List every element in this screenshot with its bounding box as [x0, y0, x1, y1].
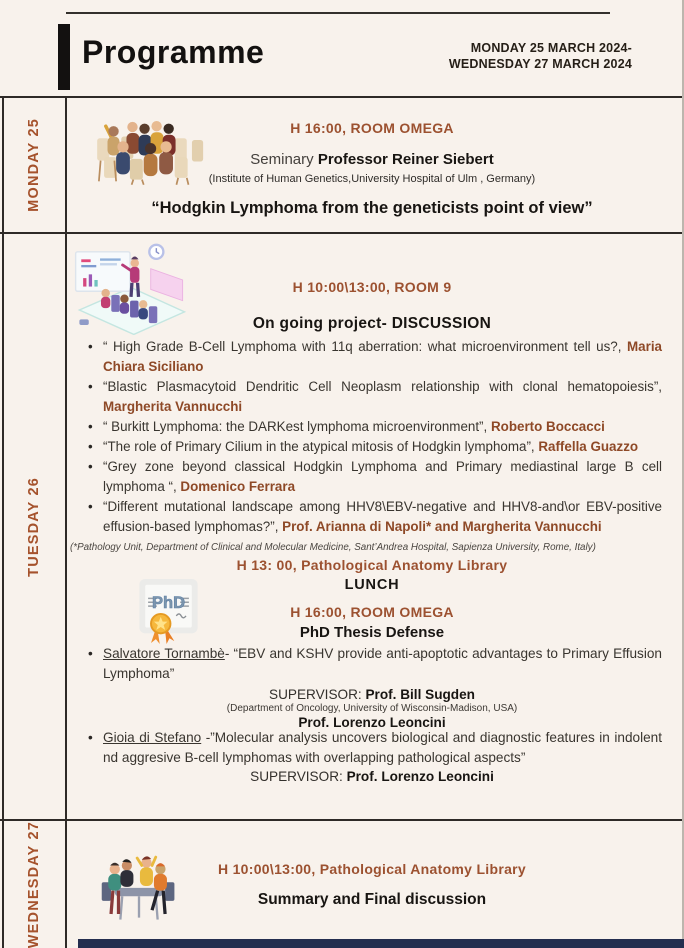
seminary-label: Seminary [250, 151, 318, 168]
lunch-time: H 13: 00, Pathological Anatomy Library [236, 557, 508, 573]
monday-tuesday-divider [0, 232, 684, 234]
presenter-name: Domenico Ferrara [180, 479, 296, 494]
supervisor-line-2: SUPERVISOR: Prof. Lorenzo Leoncini [250, 769, 494, 784]
monday-speaker: Professor Reiner Siebert [317, 151, 494, 168]
presenter-name: Prof. Arianna di Napoli* and Margherita Vannucchi [282, 519, 602, 534]
presenter-name: Raffella Guazzo [538, 439, 639, 454]
group-discussion-illustration [98, 842, 180, 930]
defense-list-2 [86, 728, 662, 768]
co-supervisor-name: Prof. Lorenzo Leoncini [298, 715, 446, 730]
tuesday-session-title: On going project- DISCUSSION [252, 315, 492, 332]
list-item: • Salvatore Tornambè- “EBV and KSHV provide anti-apoptotic advantages to Primary Effusion Lymphoma” [86, 644, 662, 684]
top-rule [66, 12, 610, 14]
day-label-wednesday: WEDNESDAY 27 [25, 820, 42, 948]
monday-talk-title: “Hodgkin Lymphoma from the geneticists point of view” [151, 199, 593, 217]
title-accent-bar [58, 24, 70, 90]
supervisor-name: Prof. Bill Sugden [365, 687, 475, 702]
bottom-navy-bar [78, 939, 684, 948]
list-item: • “Grey zone beyond classical Hodgkin Lymphoma and Primary mediastinal large B cell lymphoma “, Domenico Ferrara [86, 457, 662, 497]
presenter-name: Margherita Vannucchi [103, 399, 243, 414]
defense-time: H 16:00, ROOM OMEGA [290, 604, 454, 620]
discussion-topic-list [86, 337, 662, 537]
svg-text:PhD: PhD [152, 594, 185, 613]
wednesday-time: H 10:00\13:00, Pathological Anatomy Library [217, 861, 527, 877]
event-dates [449, 40, 632, 72]
candidate-name: Salvatore Tornambè [103, 646, 225, 661]
pathology-footnote: (*Pathology Unit, Department of Clinical and Molecular Medicine, Sant’Andrea Hospital, Sapienza University, Rome, Italy) [70, 542, 596, 553]
list-item: • “The role of Primary Cilium in the atypical mitosis of Hodgkin lymphoma”, Raffella Guazzo [86, 437, 662, 457]
list-item: • “Different mutational landscape among HHV8\EBV-negative and HHV8-and\or EBV-positive effusion-based lymphomas?”, Prof. Arianna di Napoli* and Margherita Vannucchi [86, 497, 662, 537]
candidate-name: Gioia di Stefano [103, 730, 202, 745]
tuesday-session-time: H 10:00\13:00, ROOM 9 [292, 279, 452, 295]
monday-seminary-line [66, 151, 678, 168]
header-divider [0, 96, 684, 98]
lunch-label: LUNCH [344, 577, 400, 593]
list-item: • Gioia di Stefano -”Molecular analysis uncovers biological and diagnostic features in indolent nd aggresive B-cell lymphomas with overlapping pathological aspects” [86, 728, 662, 768]
day-label-tuesday: TUESDAY 26 [25, 476, 42, 577]
monday-time: H 16:00, ROOM OMEGA [290, 120, 454, 136]
supervisor-line-1: SUPERVISOR: Prof. Bill Sugden [269, 687, 475, 702]
event-dates-line1: MONDAY 25 MARCH 2024- [470, 41, 632, 55]
list-item: • “Blastic Plasmacytoid Dendritic Cell Neoplasm relationship with clonal hematopoiesis”, Margherita Vannucchi [86, 377, 662, 417]
supervisor-name: Prof. Lorenzo Leoncini [346, 769, 494, 784]
presenter-name: Maria Chiara Siciliano [103, 339, 662, 374]
defense-title: PhD Thesis Defense [299, 624, 445, 641]
monday-affiliation: (Institute of Human Genetics,University Hospital of Ulm , Germany) [208, 173, 536, 185]
presenter-name: Roberto Boccacci [490, 419, 605, 434]
wednesday-title: Summary and Final discussion [257, 891, 487, 908]
list-item: • “ Burkitt Lymphoma: the DARKest lymphoma microenvironment”, Roberto Boccacci [86, 417, 662, 437]
page-title: Programme [82, 34, 265, 70]
defense-list-1 [86, 644, 662, 684]
supervisor-affiliation: (Department of Oncology, University of Wisconsin-Madison, USA) [226, 703, 518, 714]
list-item: • “ High Grade B-Cell Lymphoma with 11q aberration: what microenvironment tell us?, Maria Chiara Siciliano [86, 337, 662, 377]
tuesday-wednesday-divider [0, 819, 684, 821]
day-label-monday: MONDAY 25 [25, 117, 42, 212]
event-dates-line2: WEDNESDAY 27 MARCH 2024 [448, 57, 632, 71]
day-column-divider [65, 96, 67, 948]
